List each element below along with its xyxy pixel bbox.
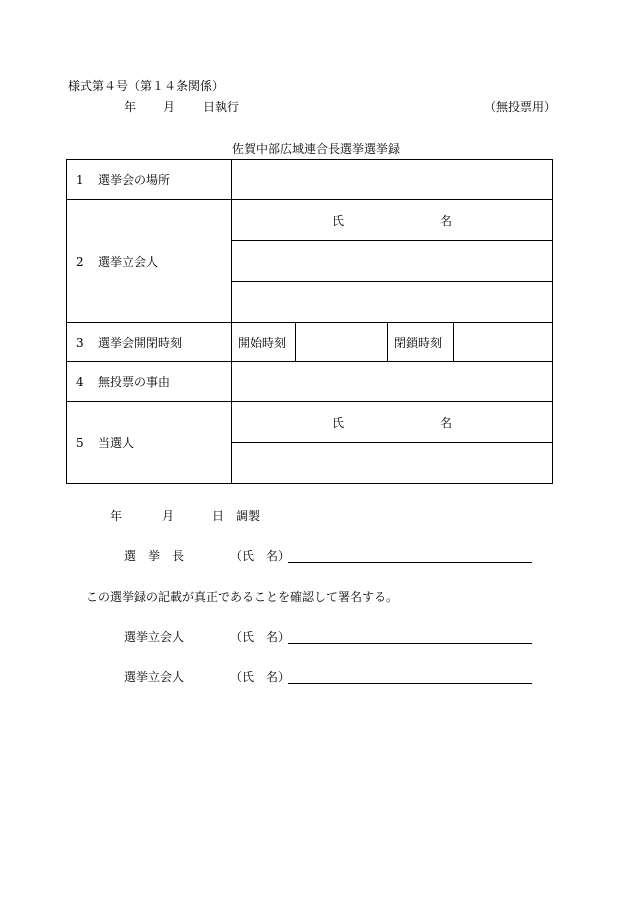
row-number: 5 [76, 436, 84, 450]
document-title: 佐賀中部広域連合長選挙選挙録 [232, 142, 401, 156]
start-time-label: 開始時刻 [232, 323, 296, 362]
row-number: 4 [76, 375, 84, 389]
end-time-field[interactable] [454, 323, 553, 362]
witness-name-header: 氏 名 [232, 200, 553, 241]
form-number: 様式第４号（第１４条関係） [68, 79, 225, 93]
row-number: 2 [76, 254, 84, 269]
exec-year-label: 年 [124, 100, 137, 114]
row-number: 3 [76, 335, 84, 350]
chief-signature-line[interactable] [288, 562, 532, 563]
witness2-signature-line[interactable] [288, 683, 532, 684]
row-time-label [67, 323, 232, 362]
witness-name-field-1[interactable] [232, 241, 553, 282]
end-time-label: 閉鎖時刻 [388, 323, 454, 362]
chief-label: 選 挙 長 [124, 549, 185, 563]
row-label: 選挙会開閉時刻 [98, 335, 183, 350]
elected-name-field[interactable] [232, 443, 553, 484]
witness1-name-label: （氏 名） [230, 630, 291, 644]
start-time-field[interactable] [296, 323, 388, 362]
witness1-label: 選挙立会人 [124, 630, 185, 644]
row-venue-label [67, 160, 232, 200]
prepared-year-label: 年 [110, 509, 123, 523]
row-label: 無投票の事由 [98, 375, 171, 389]
uncontested-note: （無投票用） [484, 100, 557, 114]
row-label: 選挙会の場所 [98, 173, 171, 187]
row-witness-label [67, 200, 232, 323]
row-reason-label [67, 362, 232, 402]
reason-field[interactable] [232, 362, 553, 402]
venue-field[interactable] [232, 160, 553, 200]
row-label: 当選人 [98, 436, 135, 450]
prepared-day-label: 日 調製 [212, 509, 261, 523]
chief-name-label: （氏 名） [230, 549, 291, 563]
witness2-label: 選挙立会人 [124, 670, 185, 684]
row-number: 1 [76, 173, 84, 187]
elected-name-header: 氏 名 [232, 402, 553, 443]
witness2-name-label: （氏 名） [230, 670, 291, 684]
exec-day-label: 日執行 [203, 100, 240, 114]
prepared-month-label: 月 [162, 509, 175, 523]
witness-name-field-2[interactable] [232, 282, 553, 323]
witness1-signature-line[interactable] [288, 643, 532, 644]
row-label: 選挙立会人 [98, 254, 159, 269]
election-record-table [66, 159, 553, 484]
row-elected-label [67, 402, 232, 484]
certification-statement: この選挙録の記載が真正であることを確認して署名する。 [86, 590, 399, 604]
exec-month-label: 月 [163, 100, 176, 114]
